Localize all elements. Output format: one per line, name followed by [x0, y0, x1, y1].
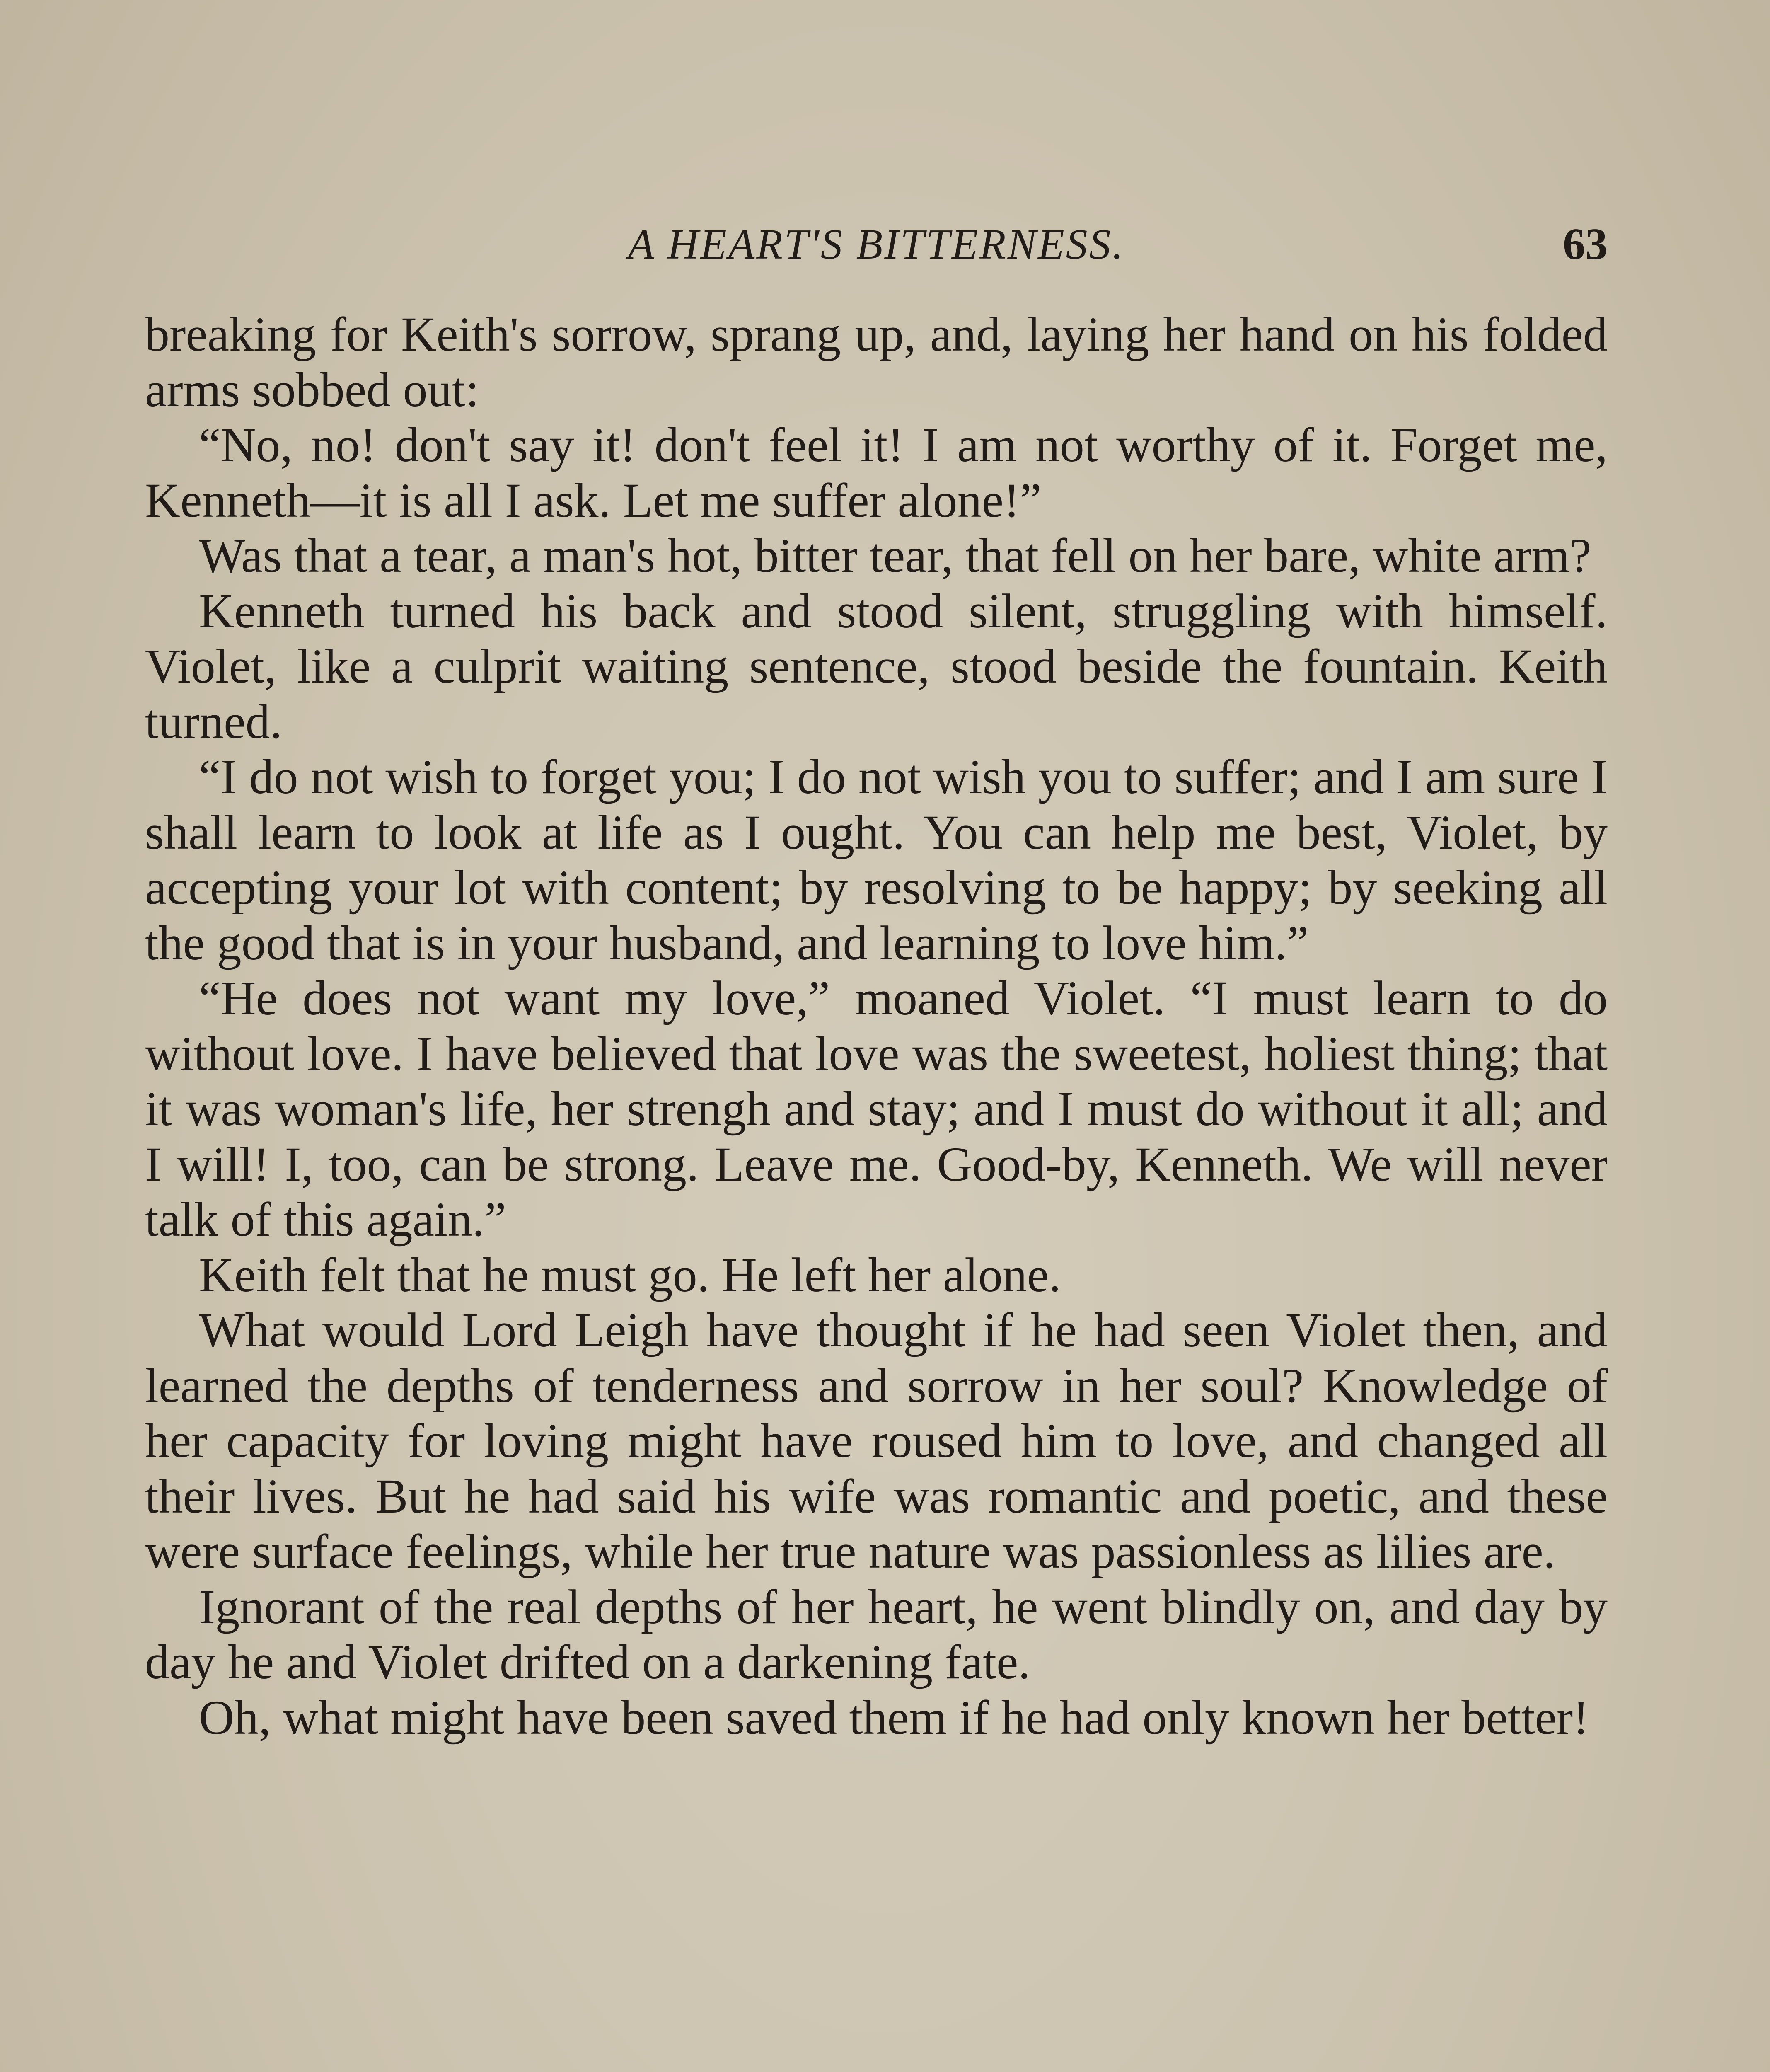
- body-text: [145, 307, 1608, 1745]
- paragraph: What would Lord Leigh have thought if he had seen Violet then, and learned the depths of tenderness and sorrow in her soul? Knowledge of her capacity for loving might have roused him to love, and changed all their lives. But he had said his wife was romantic and poetic, and these were surface feelings, while her true nature was passionless as lilies are.: [145, 1303, 1608, 1578]
- paragraph: “He does not want my love,” moaned Violet. “I must learn to do without love. I have believed that love was the sweetest, holiest thing; that it was woman's life, her strengh and stay; and I must do without it all; and I will! I, too, can be strong. Leave me. Good-by, Kenneth. We will never talk of this again.”: [145, 971, 1608, 1247]
- paragraph: Kenneth turned his back and stood silent, struggling with himself. Violet, like a culprit waiting sentence, stood beside the fountain. Keith turned.: [145, 583, 1608, 749]
- page-number: 63: [1563, 220, 1608, 269]
- paragraph: “I do not wish to forget you; I do not wish you to suffer; and I am sure I shall learn to look at life as I ought. You can help me best, Violet, by accepting your lot with content; by resolving to be happy; by seeking all the good that is in your husband, and learning to love him.”: [145, 750, 1608, 970]
- running-title: A HEART'S BITTERNESS.: [628, 220, 1125, 268]
- paragraph: “No, no! don't say it! don't feel it! I am not worthy of it. Forget me, Kenneth—it is all I ask. Let me suffer alone!”: [145, 418, 1608, 528]
- paragraph: Oh, what might have been saved them if he had only known her better!: [199, 1690, 1589, 1745]
- paragraph: Keith felt that he must go. He left her alone.: [199, 1247, 1061, 1302]
- paragraph: Was that a tear, a man's hot, bitter tear, that fell on her bare, white arm?: [199, 528, 1591, 583]
- page-header: [145, 207, 1608, 282]
- paragraph: breaking for Keith's sorrow, sprang up, and, laying her hand on his folded arms sobbed out:: [145, 307, 1608, 417]
- paragraph: Ignorant of the real depths of her heart, he went blindly on, and day by day he and Violet drifted on a darkening fate.: [145, 1579, 1608, 1689]
